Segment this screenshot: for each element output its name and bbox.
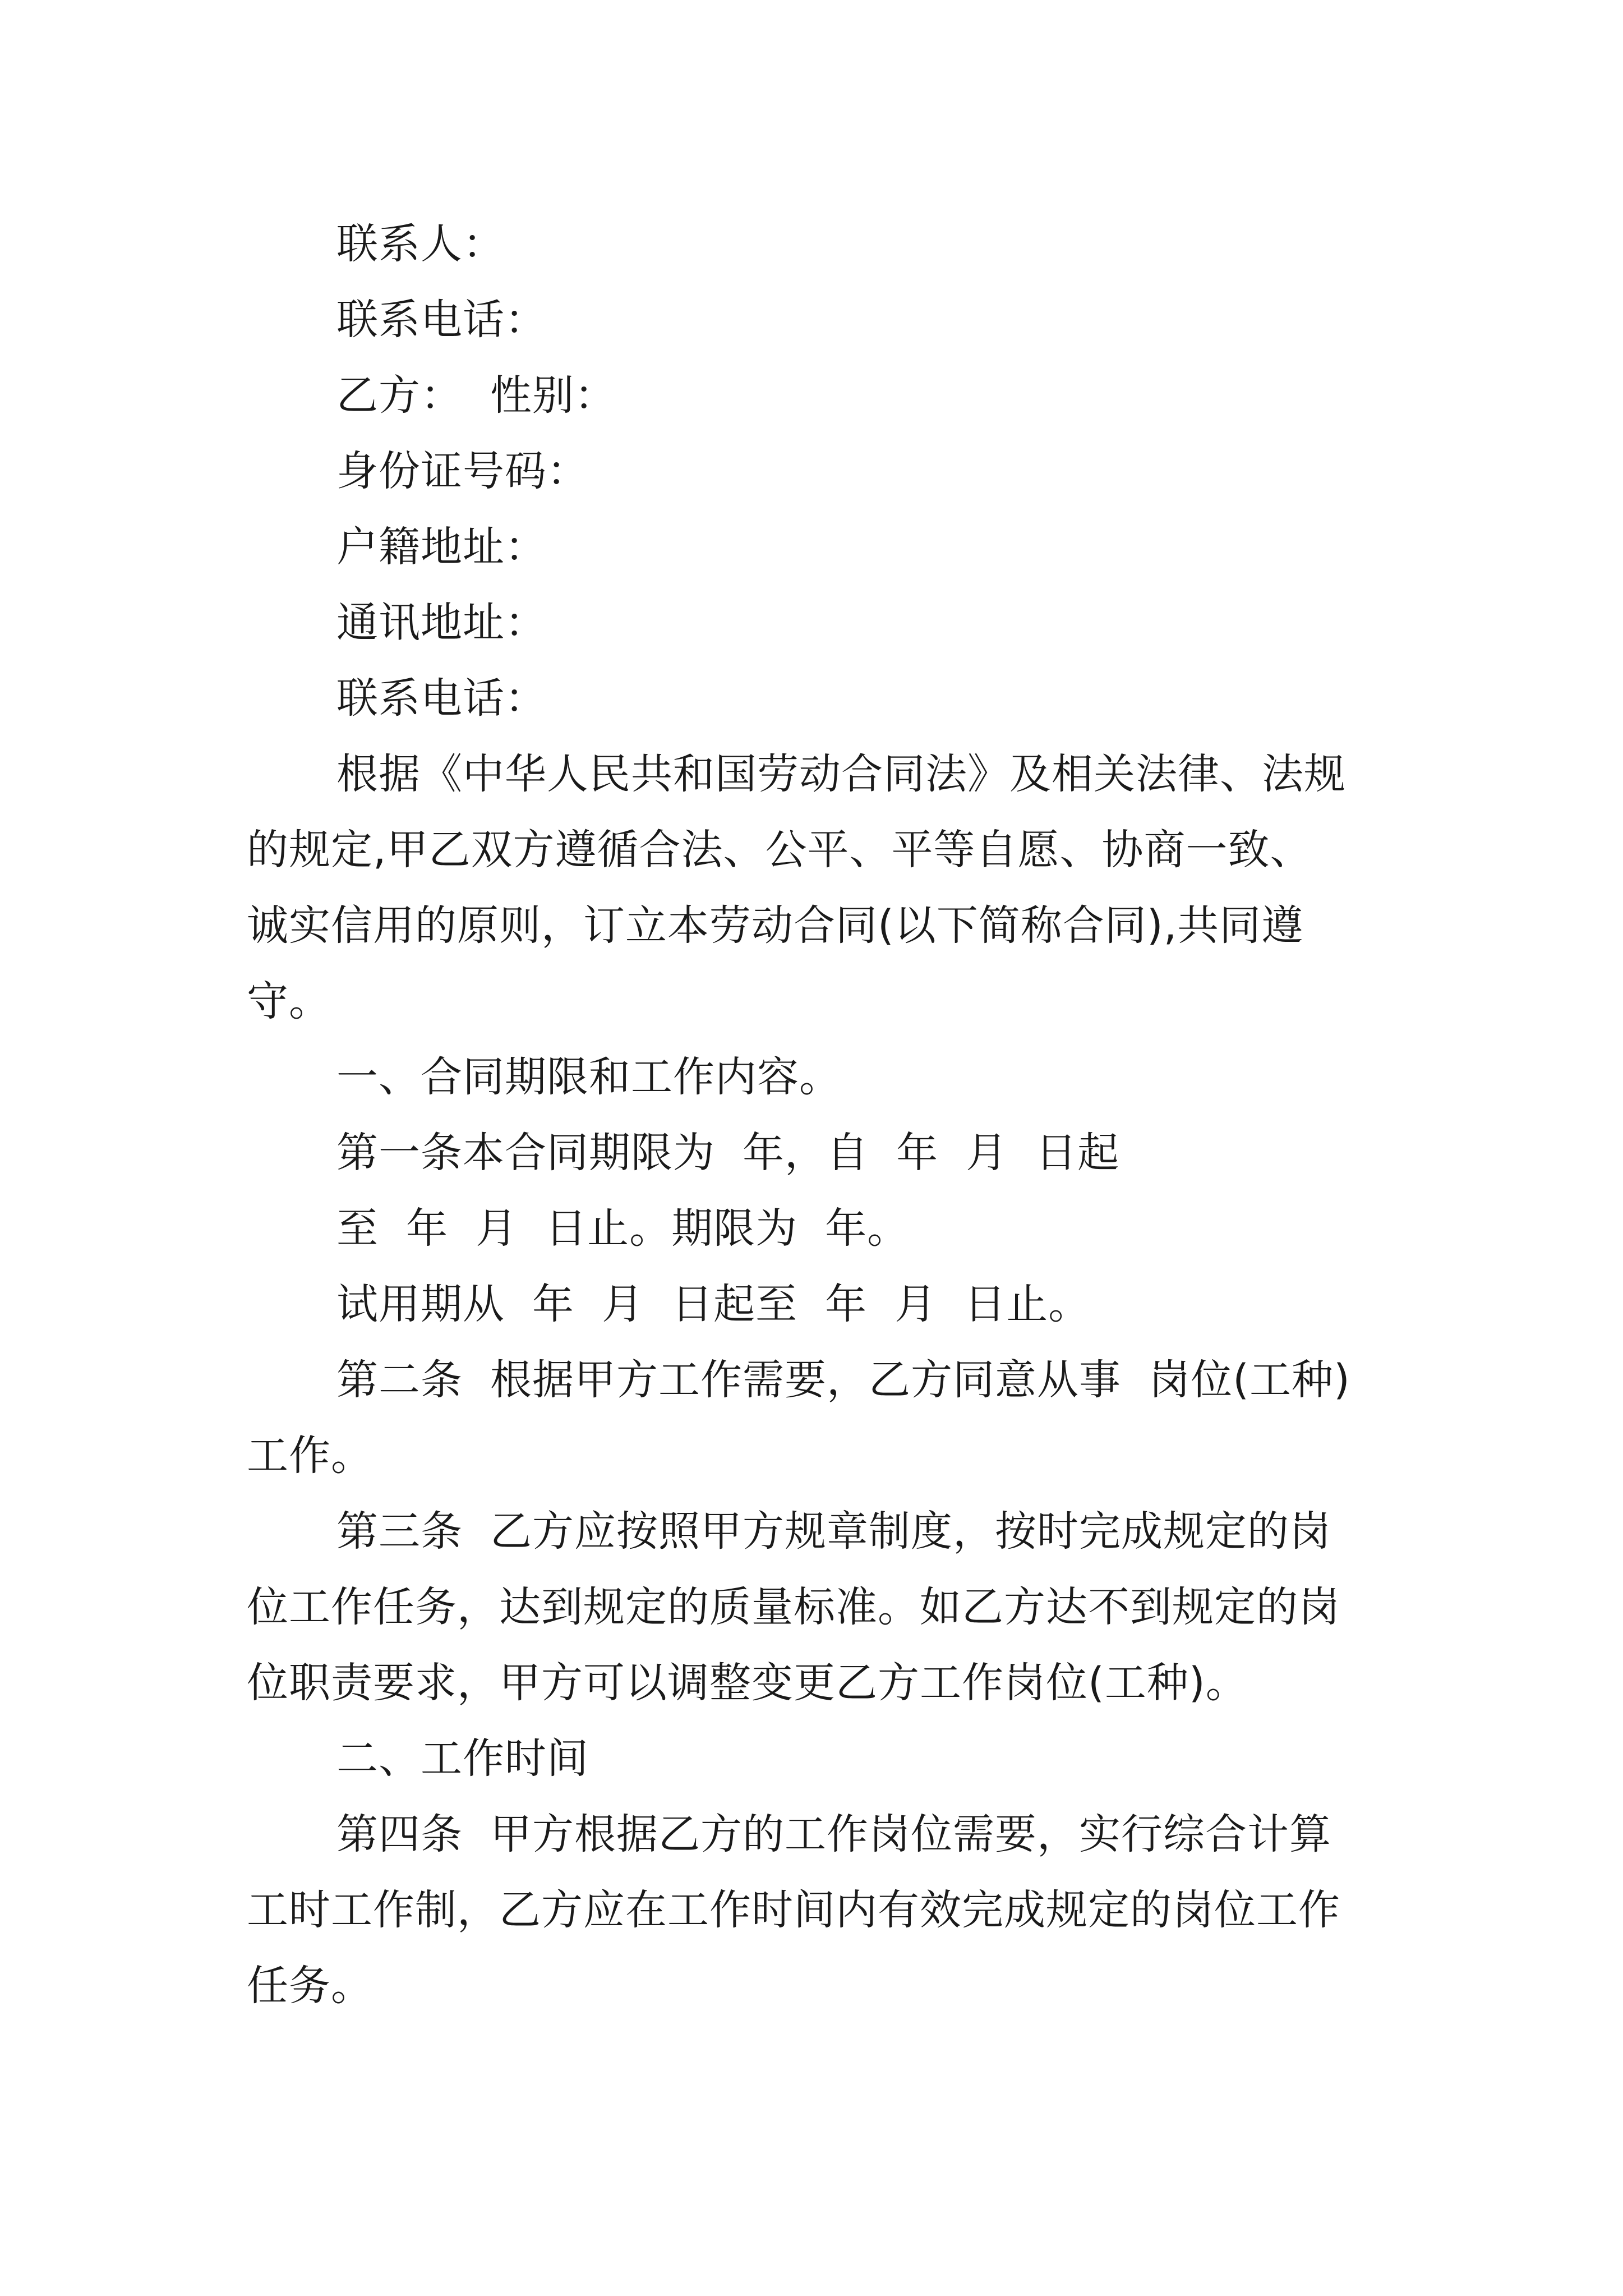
preamble-line-1: 根据《中华人民共和国劳动合同法》及相关法律、法规 [336,750,1346,798]
contact-person-label: 联系人： [336,220,505,268]
party-b-phone-label: 联系电话： [336,674,547,723]
preamble-line-4: 守。 [247,977,331,1025]
preamble-line-2: 的规定,甲乙双方遵循合法、公平、平等自愿、协商一致、 [247,826,1312,874]
preamble-line-3: 诚实信用的原则，订立本劳动合同(以下简称合同),共同遵 [247,901,1304,950]
article-4-line-1: 第四条 甲方根据乙方的工作岗位需要，实行综合计算 [336,1810,1332,1858]
article-4-line-2: 工时工作制，乙方应在工作时间内有效完成规定的岗位工作 [247,1886,1340,1934]
article-1-line-1: 第一条本合同期限为 年，自 年 月 日起 [336,1129,1120,1177]
party-b-gender-label: 乙方： 性别： [336,371,617,420]
id-number-label: 身份证号码： [336,447,589,495]
article-3-line-3: 位职责要求，甲方可以调整变更乙方工作岗位(工种)。 [247,1659,1248,1707]
article-4-line-3: 任务。 [247,1962,373,2010]
article-1-line-2: 至 年 月 日止。期限为 年。 [336,1204,910,1253]
contact-phone-label: 联系电话： [336,296,547,344]
section-heading-hours: 二、工作时间 [336,1734,589,1783]
section-heading-term: 一、合同期限和工作内容。 [336,1053,841,1101]
article-2-line-1: 第二条 根据甲方工作需要，乙方同意从事 岗位(工种) [336,1356,1350,1404]
mailing-address-label: 通讯地址： [336,599,547,647]
article-2-line-2: 工作。 [247,1432,373,1480]
article-3-line-1: 第三条 乙方应按照甲方规章制度，按时完成规定的岗 [336,1507,1332,1556]
household-address-label: 户籍地址： [336,523,547,571]
probation-line: 试用期从 年 月 日起至 年 月 日止。 [336,1280,1091,1328]
article-3-line-2: 位工作任务，达到规定的质量标准。如乙方达不到规定的岗 [247,1583,1340,1631]
